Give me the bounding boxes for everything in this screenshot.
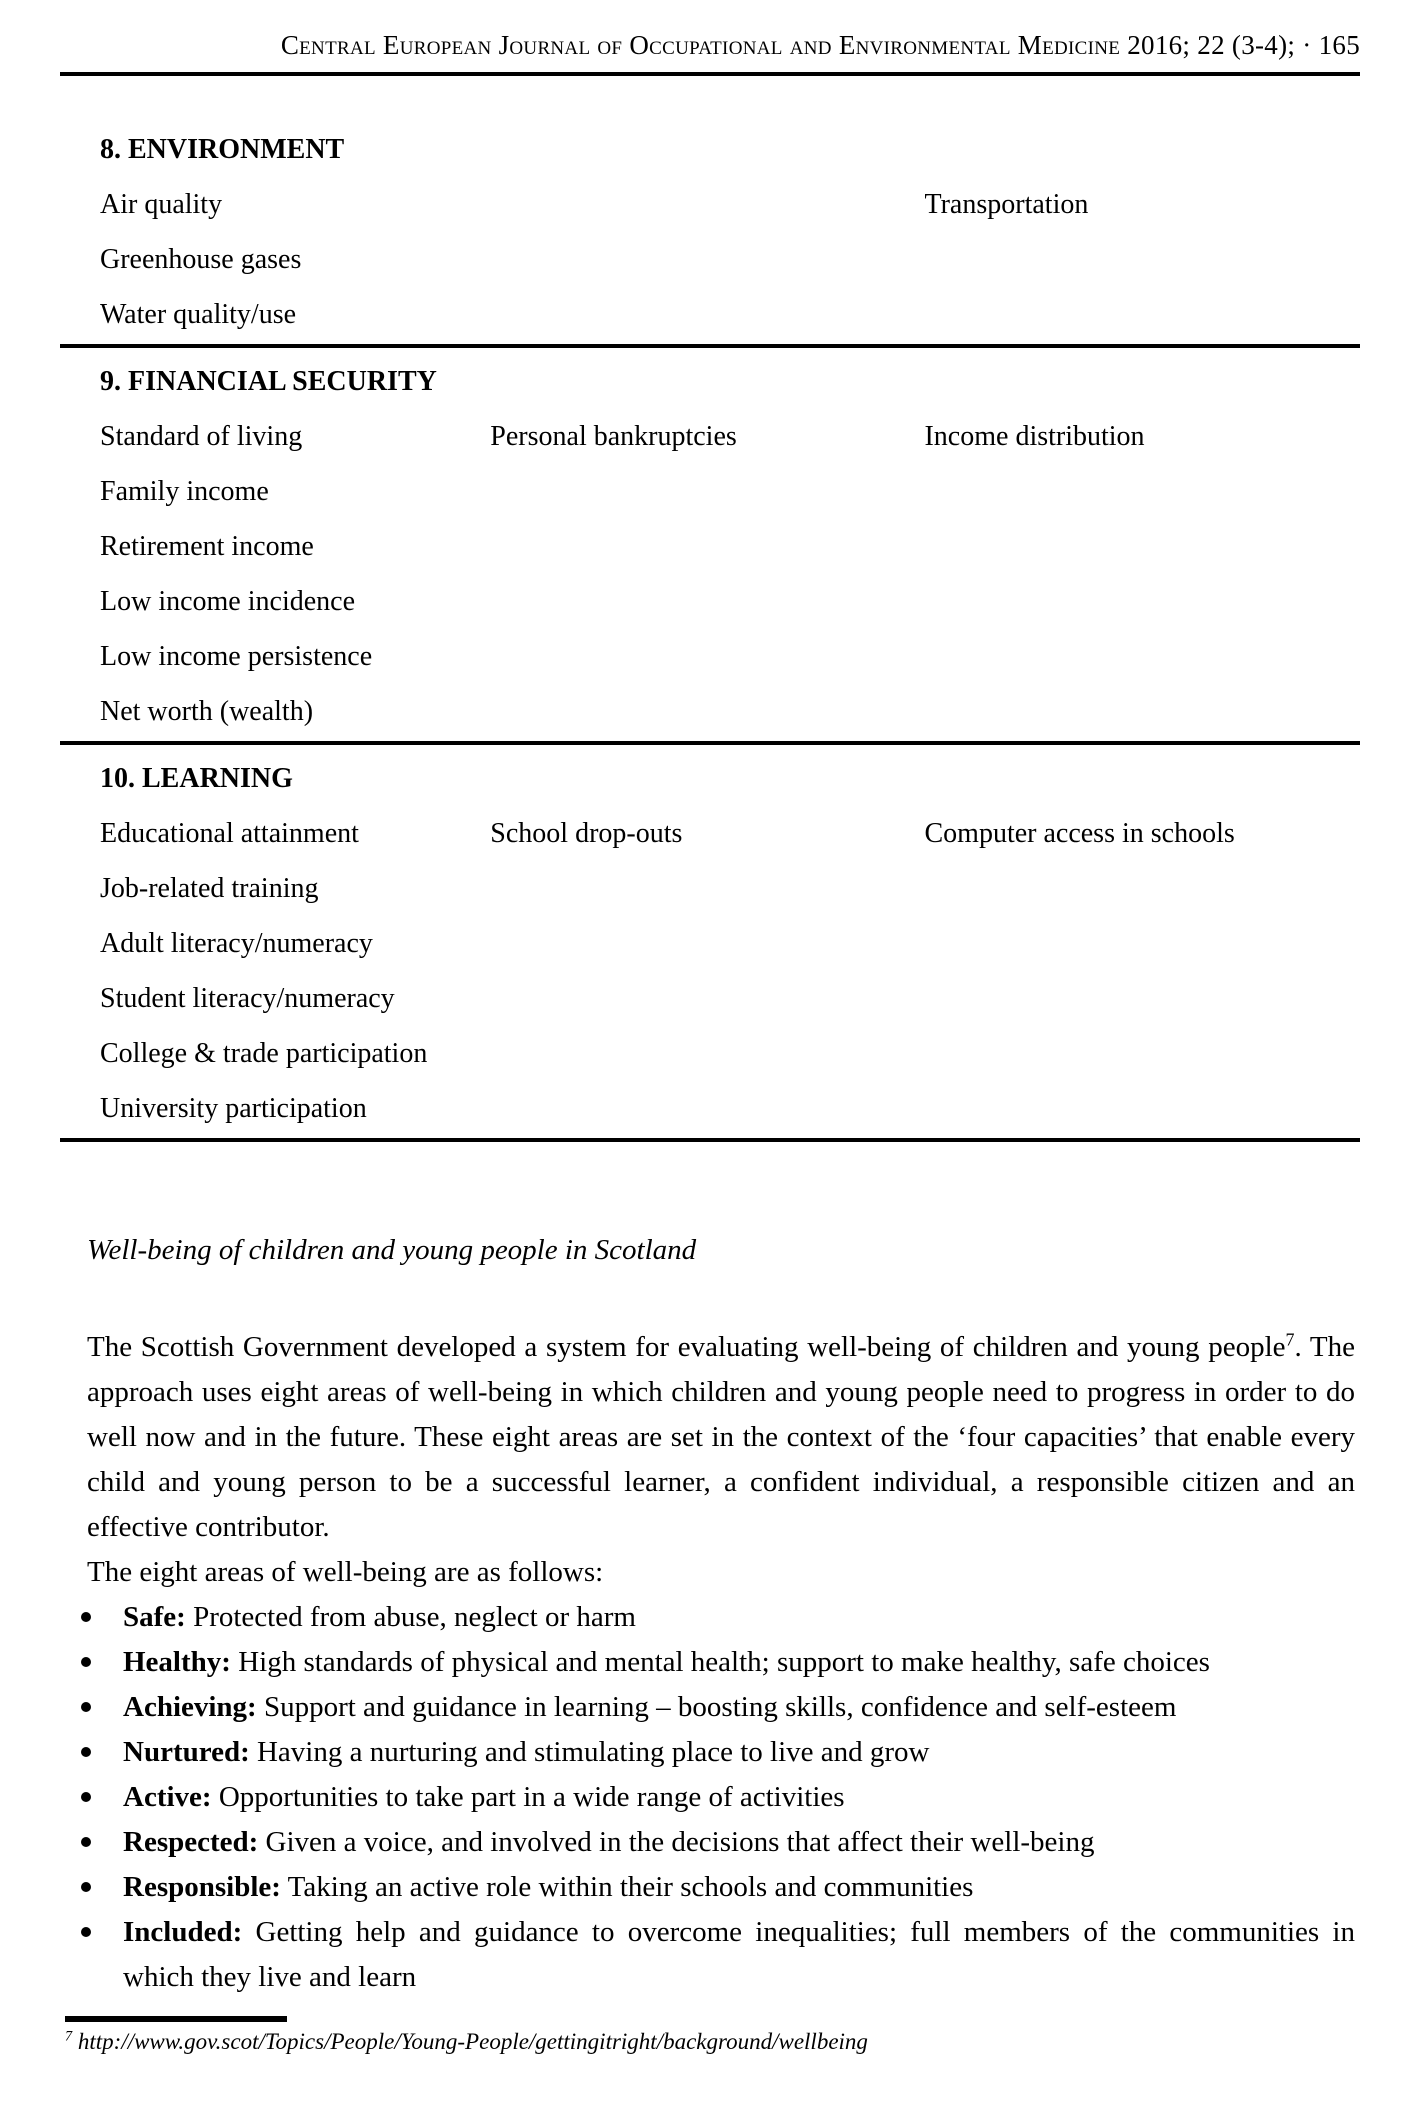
bullet-icon — [81, 1882, 91, 1892]
bullet-desc: Protected from abuse, neglect or harm — [185, 1601, 636, 1633]
table-section — [60, 348, 1360, 745]
table-cell: Standard of living — [100, 421, 303, 452]
footnote-rule — [65, 2016, 287, 2022]
bullet-icon — [81, 1657, 91, 1667]
table-cell: Computer access in schools — [924, 818, 1235, 849]
section-heading: Well-being of children and young people in Scotland — [87, 1234, 697, 1266]
footnote-url-link[interactable]: http://www.gov.scot/Topics/People/Young-People/gettingitright/background/wellbeing — [77, 2029, 868, 2054]
footnote-marker: 7 — [65, 2028, 73, 2045]
table-cell — [490, 574, 924, 629]
table-section-rows — [60, 806, 1360, 1136]
table-cell — [924, 971, 1360, 1026]
table-cell: University participation — [100, 1093, 367, 1124]
table-cell: Retirement income — [100, 531, 314, 562]
table-row — [60, 861, 1360, 916]
bullet-term: Achieving: — [123, 1691, 257, 1723]
bullet-term: Safe: — [123, 1601, 186, 1633]
list-item — [87, 1820, 1355, 1865]
table-cell: College & trade participation — [100, 1038, 428, 1069]
table-section-title: 9. FINANCIAL SECURITY — [100, 366, 437, 397]
table-row — [60, 177, 1360, 232]
table-row — [60, 464, 1360, 519]
indicators-table — [60, 116, 1360, 1142]
list-item — [87, 1775, 1355, 1820]
table-cell: Transportation — [924, 189, 1089, 220]
table-section-title: 8. ENVIRONMENT — [100, 134, 345, 165]
footnote — [65, 2028, 1360, 2056]
bullet-desc: Support and guidance in learning – boosting skills, confidence and self-esteem — [256, 1691, 1177, 1723]
bullet-term: Active: — [123, 1781, 212, 1813]
table-cell — [924, 232, 1360, 287]
table-cell — [924, 684, 1360, 739]
table-cell: School drop-outs — [490, 818, 683, 849]
bullet-icon — [81, 1927, 91, 1937]
table-cell — [924, 629, 1360, 684]
table-cell — [490, 629, 924, 684]
table-row — [60, 806, 1360, 861]
table-cell: Student literacy/numeracy — [100, 983, 395, 1014]
bullet-icon — [81, 1747, 91, 1757]
table-cell: Low income persistence — [100, 641, 373, 672]
bullet-icon — [81, 1792, 91, 1802]
bullet-desc: Opportunities to take part in a wide range of activities — [211, 1781, 845, 1813]
table-row — [60, 287, 1360, 342]
footnote-block — [65, 2016, 1360, 2056]
table-cell — [924, 574, 1360, 629]
table-section — [60, 116, 1360, 348]
bullet-icon — [81, 1612, 91, 1622]
bullet-term: Responsible: — [123, 1871, 281, 1903]
table-cell — [924, 1081, 1360, 1136]
list-item — [87, 1640, 1355, 1685]
table-cell — [490, 177, 924, 232]
table-row — [60, 629, 1360, 684]
table-section-rows — [60, 177, 1360, 342]
bullet-desc: Having a nurturing and stimulating place to live and grow — [249, 1736, 930, 1768]
table-cell — [924, 519, 1360, 574]
table-row — [60, 232, 1360, 287]
table-cell: Greenhouse gases — [100, 244, 302, 275]
table-row — [60, 409, 1360, 464]
list-item — [87, 1865, 1355, 1910]
list-item — [87, 1685, 1355, 1730]
bullet-term: Healthy: — [123, 1646, 231, 1678]
table-cell: Low income incidence — [100, 586, 356, 617]
table-cell — [490, 1026, 924, 1081]
bullet-term: Respected: — [123, 1826, 259, 1858]
table-cell — [490, 287, 924, 342]
bullet-term: Nurtured: — [123, 1736, 250, 1768]
table-cell — [924, 916, 1360, 971]
table-cell — [490, 232, 924, 287]
table-section — [60, 745, 1360, 1142]
table-row — [60, 684, 1360, 739]
footnote-reference: 7 — [1285, 1329, 1295, 1350]
table-cell: Water quality/use — [100, 299, 297, 330]
paragraph-text-start: The Scottish Government developed a system for evaluating well-being of children and young people — [87, 1331, 1286, 1363]
list-item — [87, 1910, 1355, 2000]
table-section-rows — [60, 409, 1360, 739]
bullet-term: Included: — [123, 1916, 243, 1948]
bullet-desc: Taking an active role within their schools and communities — [280, 1871, 974, 1903]
paragraph-text-end: . The approach uses eight areas of well-being in which children and young people need to progress in order to do well now and in the future. These eight areas are set in the context of the ‘four capacities’ that enable every child and young person to be a successful learner, a confident individual, a responsible citizen and an effective contributor. — [87, 1331, 1356, 1543]
table-cell — [490, 519, 924, 574]
journal-running-header: Central European Journal of Occupational and Environmental Medicine 2016; 22 (3-4); · 165 — [280, 30, 1360, 60]
table-section-title: 10. LEARNING — [100, 763, 293, 794]
table-cell: Educational attainment — [100, 818, 359, 849]
body-paragraph — [87, 1325, 1355, 1550]
list-item — [87, 1730, 1355, 1775]
table-row — [60, 574, 1360, 629]
bullet-icon — [81, 1837, 91, 1847]
bullet-icon — [81, 1702, 91, 1712]
table-cell: Family income — [100, 476, 269, 507]
list-item — [87, 1595, 1355, 1640]
table-cell — [490, 971, 924, 1026]
bullet-desc: Given a voice, and involved in the decisions that affect their well-being — [258, 1826, 1095, 1858]
wellbeing-list — [87, 1595, 1355, 2000]
table-cell: Income distribution — [924, 421, 1145, 452]
table-row — [60, 519, 1360, 574]
table-cell — [924, 861, 1360, 916]
table-row — [60, 916, 1360, 971]
table-cell: Air quality — [100, 189, 223, 220]
table-cell — [490, 684, 924, 739]
table-cell: Net worth (wealth) — [100, 696, 314, 727]
table-cell — [490, 464, 924, 519]
table-row — [60, 1026, 1360, 1081]
list-intro: The eight areas of well-being are as follows: — [87, 1556, 604, 1588]
table-cell — [490, 861, 924, 916]
article-body — [87, 1228, 1355, 2000]
table-cell — [924, 287, 1360, 342]
table-cell: Personal bankruptcies — [490, 421, 737, 452]
table-cell: Job-related training — [100, 873, 319, 904]
bullet-desc: High standards of physical and mental health; support to make healthy, safe choices — [230, 1646, 1210, 1678]
table-cell — [490, 916, 924, 971]
header-rule — [60, 72, 1360, 76]
table-cell — [924, 1026, 1360, 1081]
bullet-desc: Getting help and guidance to overcome inequalities; full members of the communities in which they live and learn — [123, 1916, 1355, 1993]
table-cell — [490, 1081, 924, 1136]
table-row — [60, 971, 1360, 1026]
table-cell: Adult literacy/numeracy — [100, 928, 373, 959]
table-cell — [924, 464, 1360, 519]
table-row — [60, 1081, 1360, 1136]
